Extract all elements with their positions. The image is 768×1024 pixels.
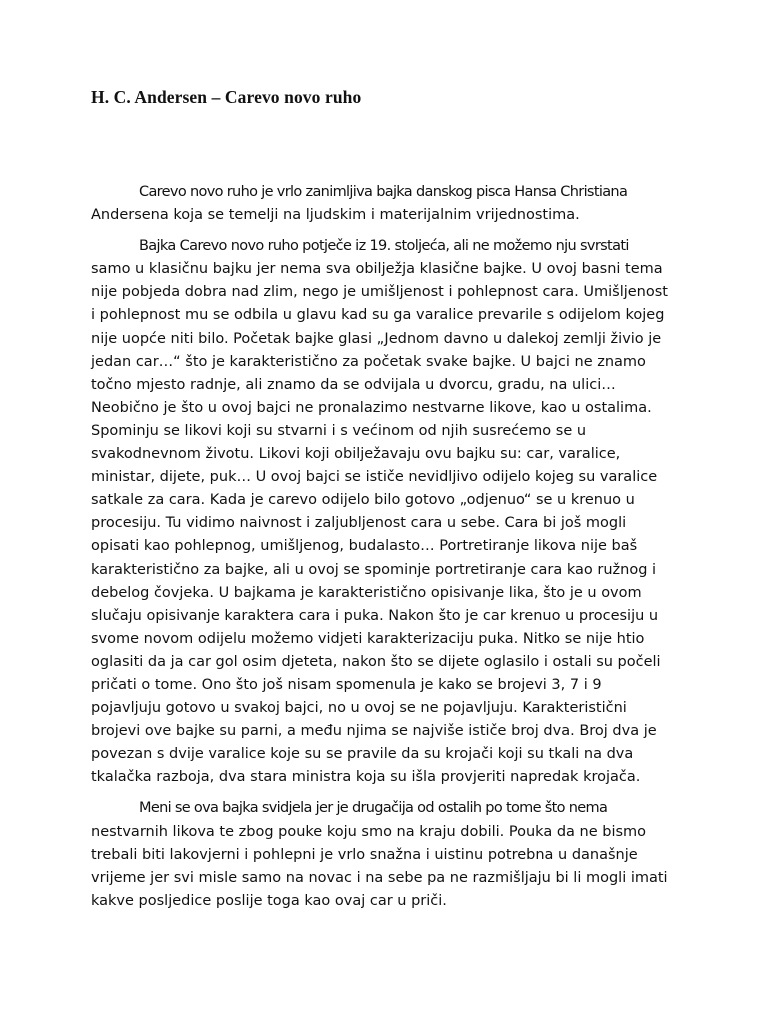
text-line: Bajka Carevo novo ruho potječe iz 19. stoljeća, ali ne možemo nju svrstati — [139, 238, 629, 255]
text-line: povezan s dvije varalice koje su se pravile da su krojači koji su tkali na dva — [91, 746, 634, 763]
text-line: brojevi ove bajke su parni, a među njima se najviše ističe broj dva. Broj dva je — [91, 723, 657, 740]
document-title: H. C. Andersen – Carevo novo ruho — [91, 87, 362, 107]
text-line: nije uopće niti bilo. Početak bajke glasi „Jednom davno u dalekoj zemlji živio je — [91, 330, 662, 347]
text-line: debelog čovjeka. U bajkama je karakteristično opisivanje lika, što je u ovom — [91, 584, 642, 601]
text-line: ministar, dijete, puk… U ovoj bajci se ističe nevidljivo odijelo kojeg su varalice — [91, 469, 658, 486]
text-line: nije pobjeda dobra nad zlim, nego je umišljenost i pohlepnost cara. Umišljenost — [91, 284, 668, 301]
text-line: i pohlepnost mu se odbila u glavu kad su ga varalice prevarile s odijelom kojeg — [91, 307, 665, 324]
paragraph — [91, 235, 696, 789]
text-line: satkale za cara. Kada je carevo odijelo bilo gotovo „odjenuo“ se u krenuo u — [91, 492, 635, 509]
text-line: procesiju. Tu vidimo naivnost i zaljubljenost cara u sebe. Cara bi još mogli — [91, 515, 627, 532]
text-line: tkalačka razboja, dva stara ministra koja su išla provjeriti napredak krojača. — [91, 769, 641, 786]
text-line: oglasiti da ja car gol osim djeteta, nakon što se dijete oglasilo i ostali su počeli — [91, 653, 661, 670]
text-line: slučaju opisivanje karaktera cara i puka. Nakon što je car krenuo u procesiju u — [91, 607, 659, 624]
text-line: Carevo novo ruho je vrlo zanimljiva bajka danskog pisca Hansa Christiana — [139, 184, 628, 200]
text-line: točno mjesto radnje, ali znamo da se odvijala u dvorcu, gradu, na ulici… — [91, 376, 616, 393]
text-line: svakodnevnom životu. Likovi koji obilježavaju ovu bajku su: car, varalice, — [91, 446, 621, 463]
text-line: trebali biti lakovjerni i pohlepni je vrlo snažna i uistinu potrebna u današnje — [91, 846, 638, 863]
text-line: Meni se ova bajka svidjela jer je drugačija od ostalih po tome što nema — [139, 800, 608, 817]
text-line: opisati kao pohlepnog, umišljenog, budalasto… Portretiranje likova nije baš — [91, 538, 638, 555]
text-line: jedan car…“ što je karakteristično za početak svake bajke. U bajci ne znamo — [91, 353, 646, 370]
text-line: karakteristično za bajke, ali u ovoj se spominje portretiranje cara kao ružnog i — [91, 561, 657, 578]
text-line: pojavljuju gotovo u svakoj bajci, no u ovoj se ne pojavljuju. Karakteristični — [91, 700, 627, 717]
text-line: pričati o tome. Ono što još nisam spomenula je kako se brojevi 3, 7 i 9 — [91, 676, 602, 693]
text-line: vrijeme jer svi misle samo na novac i na sebe pa ne razmišljaju bi li mogli imati — [91, 869, 668, 886]
text-line: kakve posljedice poslije toga kao ovaj car u priči. — [91, 892, 447, 909]
text-line: svome novom odijelu možemo vidjeti karakterizaciju puka. Nitko se nije htio — [91, 630, 645, 647]
paragraph — [91, 797, 696, 912]
text-line: Neobično je što u ovoj bajci ne pronalazimo nestvarne likove, kao u ostalima. — [91, 399, 652, 416]
text-line: samo u klasičnu bajku jer nema sva obilježja klasične bajke. U ovoj basni tema — [91, 261, 663, 278]
paragraph — [91, 181, 696, 227]
text-line: nestvarnih likova te zbog pouke koju smo na kraju dobili. Pouka da ne bismo — [91, 823, 647, 840]
text-line: Andersena koja se temelji na ljudskim i materijalnim vrijednostima. — [91, 207, 580, 224]
document-body — [91, 181, 696, 913]
text-line: Spominju se likovi koji su stvarni i s većinom od njih susrećemo se u — [91, 422, 587, 439]
